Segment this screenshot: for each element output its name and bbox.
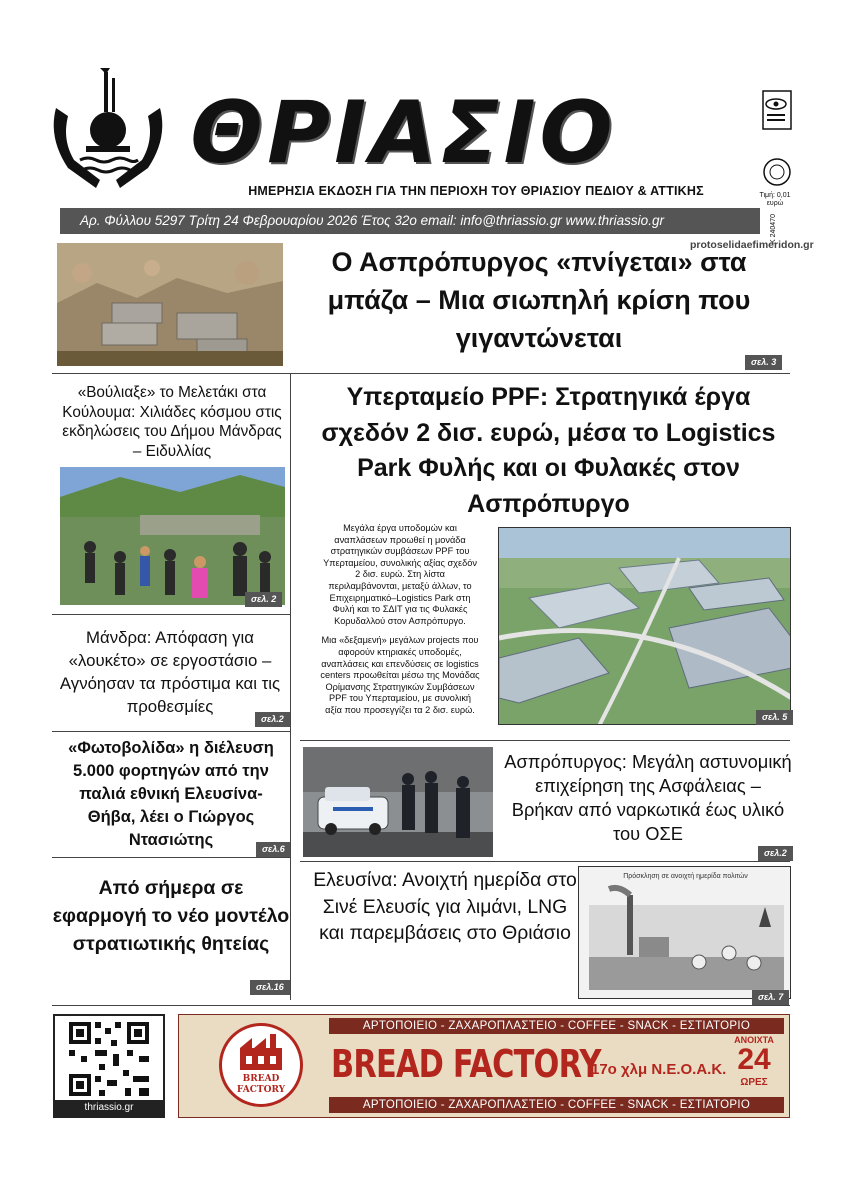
masthead-title: ΘΡΙΑΣΙΟ: [190, 83, 617, 183]
factory-icon: [222, 1034, 300, 1074]
lead-headline[interactable]: Ο Ασπρόπυργος «πνίγεται» στα μπάζα – Μια σιωπηλή κρίση που γιγαντώνεται: [327, 247, 751, 353]
qr-label: thriassio.gr: [55, 1100, 163, 1116]
seal-badge-icon: [762, 157, 792, 187]
divider: [300, 740, 790, 741]
logistics-park-photo: [498, 527, 791, 725]
elefsina-poster: [578, 866, 791, 999]
tagline: ΗΜΕΡΗΣΙΑ ΕΚΔΟΣΗ ΓΙΑ ΤΗΝ ΠΕΡΙΟΧΗ ΤΟΥ ΘΡΙΑΣΙΟΥ ΠΕΔΙΟΥ & ΑΤΤΙΚΗΣ: [248, 184, 704, 198]
police-page-ref[interactable]: σελ.2: [758, 846, 793, 861]
ad-location: 17ο χλμ Ν.Ε.Ο.Α.Κ.: [591, 1061, 727, 1078]
ppf-body: [320, 523, 480, 717]
ppf-para-1: Μεγάλα έργα υποδομών και αναπλάσεων προωθεί η μονάδα στρατηγικών συμβάσεων PPF του Υπερταμείου, συνολικής αξίας σχεδόν 2 δισ. ευρώ. Στη λίστα περιλαμβάνονται, μεταξύ άλλων, το Επιχειρηματικό–Logistics Park στη Φυλή και το ΣΔΙΤ για τις Φυλακές Κορυδαλλού στον Ασπρόπυργο.: [323, 523, 477, 626]
meletaki-page-ref[interactable]: σελ. 2: [245, 592, 282, 607]
ppf-headline[interactable]: Υπερταμείο PPF: Στρατηγικά έργα σχεδόν 2 δισ. ευρώ, μέσα το Logistics Park Φυλής και οι Φυλακές στον Ασπρόπυργο: [321, 383, 776, 518]
fotovolida-page-ref[interactable]: σελ.6: [256, 842, 291, 857]
ad-logo-top: BREAD: [242, 1074, 280, 1084]
divider: [52, 857, 290, 858]
divider: [52, 731, 290, 732]
watermark: protoselidaefimeridon.gr: [690, 239, 814, 251]
masthead-logo: [48, 68, 168, 193]
fotovolida-headline[interactable]: «Φωτοβολίδα» η διέλευση 5.000 φορτηγών από την παλιά εθνική Ελευσίνα-Θήβα, λέει ο Γιώργος Ντασιώτης: [68, 739, 274, 849]
side-code: Κ 240470: [770, 214, 777, 244]
divider: [52, 1005, 790, 1006]
elefsina-headline[interactable]: Ελευσίνα: Ανοιχτή ημερίδα στο Σινέ Ελευσίς για λιμάνι, LNG και παρεμβάσεις στο Θριάσιο: [313, 869, 577, 944]
bread-factory-ad[interactable]: [178, 1014, 790, 1118]
divider: [52, 614, 290, 615]
qr-code-icon: [55, 1018, 163, 1100]
rubble-photo: [57, 243, 283, 366]
poster-caption: Πρόσκληση σε ανοιχτή ημερίδα πολιτών: [623, 873, 748, 880]
ad-strip-top: ΑΡΤΟΠΟΙΕΙΟ - ΖΑΧΑΡΟΠΛΑΣΤΕΙΟ - COFFEE - SNACK - ΕΣΤΙΑΤΟΡΙΟ: [329, 1018, 784, 1034]
divider: [300, 861, 790, 862]
elefsina-page-ref[interactable]: σελ. 7: [752, 990, 789, 1005]
ppf-para-2: Μια «δεξαμενή» μεγάλων projects που αφορούν κτηριακές υποδομές, αναπλάσεις και επενδύσεις σε logistics centers προωθείται μέσω της Μονάδας Ορίμανσης Στρατηγικών Συμβάσεων PPF του Υπερταμείου, με συνολική αξία που προσεγγίζει τα 2 δισ. ευρώ.: [320, 635, 480, 715]
divider: [52, 373, 790, 374]
lead-page-ref[interactable]: σελ. 3: [745, 355, 782, 370]
eye-badge-icon: [762, 90, 792, 130]
police-photo: [303, 747, 493, 857]
army-page-ref[interactable]: σελ.16: [250, 980, 290, 995]
mandra-page-ref[interactable]: σελ.2: [255, 712, 290, 727]
ad-title: BREAD FACTORY: [331, 1042, 601, 1086]
issue-info-bar: Αρ. Φύλλου 5297 Τρίτη 24 Φεβρουαρίου 2026 Έτος 32ο email: info@thriassio.gr www.thriassio.gr: [60, 208, 760, 234]
ad-logo: [219, 1023, 303, 1107]
mandra-headline[interactable]: Μάνδρα: Απόφαση για «λουκέτο» σε εργοστάσιο – Αγνόησαν τα πρόστιμα και τις προθεσμίες: [59, 628, 281, 716]
column-divider: [290, 373, 291, 1000]
qr-box[interactable]: [53, 1014, 165, 1118]
ad-hours-top: ΑΝΟΙΧΤΑ: [734, 1035, 774, 1045]
ad-hours-bottom: ΩΡΕΣ: [740, 1077, 768, 1088]
ad-logo-bottom: FACTORY: [236, 1085, 286, 1095]
ad-strip-bottom: ΑΡΤΟΠΟΙΕΙΟ - ΖΑΧΑΡΟΠΛΑΣΤΕΙΟ - COFFEE - SNACK - ΕΣΤΙΑΤΟΡΙΟ: [329, 1097, 784, 1113]
price: Τιμή: 0,01 ευρώ: [759, 192, 791, 207]
ad-hours-num: 24: [737, 1043, 771, 1076]
police-headline[interactable]: Ασπρόπυργος: Μεγάλη αστυνομική επιχείρηση της Ασφάλειας – Βρήκαν από ναρκωτικά έως υλικό του ΟΣΕ: [504, 751, 792, 844]
army-headline[interactable]: Από σήμερα σε εφαρμογή το νέο μοντέλο στρατιωτικής θητείας: [52, 877, 290, 955]
meletaki-headline[interactable]: «Βούλιαξε» το Μελετάκι στα Κούλουμα: Χιλιάδες κόσμου στις εκδηλώσεις του Δήμου Μάνδρας – Ειδυλλίας: [62, 384, 282, 460]
ppf-page-ref[interactable]: σελ. 5: [756, 710, 793, 725]
meletaki-photo: [60, 467, 285, 605]
masthead-badges: [759, 90, 802, 210]
